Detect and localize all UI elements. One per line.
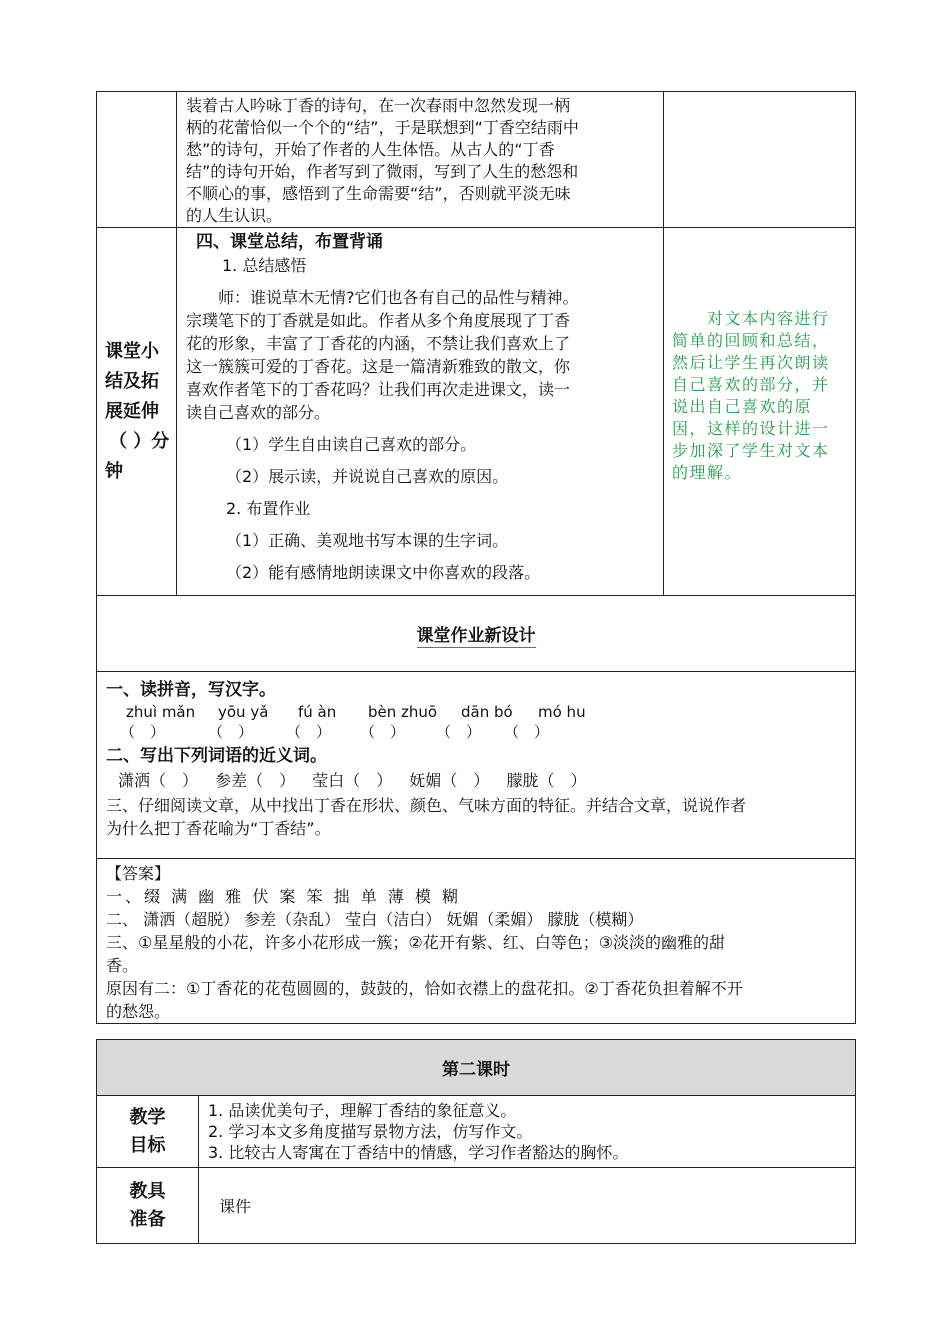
text-line: 读自己喜欢的部分。 — [186, 403, 331, 422]
homework-item-1: （1）正确、美观地书写本课的生字词。 — [226, 531, 509, 550]
text-line: 宗璞笔下的丁香就是如此。作者从多个角度展现了丁香 — [186, 311, 571, 330]
lesson2-title-cell — [97, 1040, 856, 1096]
label-line: 目标 — [129, 1134, 166, 1156]
answer-blank[interactable]: （ ） — [504, 723, 550, 741]
answers-cell — [97, 859, 856, 1024]
text-line: 结”的诗句开始，作者写到了微雨，写到了人生的愁怨和 — [186, 162, 579, 181]
answer-1: 一、缀 满 幽 雅 伏 案 笨 拙 单 薄 模 糊 — [106, 887, 461, 906]
answer-blank[interactable]: （ ） — [286, 723, 332, 741]
synonym-item: 妩媚（ ） — [409, 771, 490, 790]
note-line: 然后让学生再次朗读 — [672, 353, 830, 372]
design-note — [664, 228, 855, 484]
tools-value: 课件 — [219, 1197, 252, 1216]
goals-cell — [199, 1096, 856, 1168]
tools-label-cell — [97, 1168, 199, 1244]
label-line: 展延伸 — [105, 400, 159, 422]
goal-item: 3. 比较古人寄寓在丁香结中的情感，学习作者豁达的胸怀。 — [208, 1143, 629, 1162]
text-line: 这一簇簇可爱的丁香花。这是一篇清新雅致的散文，你 — [186, 357, 571, 376]
goal-item: 1. 品读优美句子，理解丁香结的象征意义。 — [208, 1101, 517, 1120]
answers-row — [97, 859, 856, 1024]
label-line: 准备 — [129, 1208, 166, 1230]
pinyin-item: zhuì mǎn — [126, 703, 196, 721]
synonym-item: 参差（ ） — [215, 771, 296, 790]
note-line: 说出自己喜欢的原 — [672, 397, 813, 416]
summary-label-cell — [97, 228, 177, 596]
label-line: （ ）分 — [109, 430, 170, 452]
label-line: 教具 — [129, 1180, 166, 1202]
answer-2: 二、 潇洒（超脱） 参差（杂乱） 莹白（洁白） 妩媚（柔媚） 朦胧（模糊） — [106, 910, 644, 929]
summary-content-cell — [177, 228, 664, 596]
text-line: 为什么把丁香花喻为“丁香结”。 — [106, 819, 331, 838]
continued-note-cell — [664, 92, 856, 228]
pinyin-item: mó hu — [538, 703, 586, 721]
synonym-item: 朦胧（ ） — [506, 771, 587, 790]
note-line: 简单的回顾和总结， — [672, 331, 830, 350]
answer-3-line: 香。 — [106, 956, 139, 975]
answer-3-line: 三、①星星般的小花，许多小花形成一簇；②花开有紫、红、白等色；③淡淡的幽雅的甜 — [106, 933, 726, 952]
summary-subheading-2: 2. 布置作业 — [226, 499, 311, 518]
pinyin-item: fú àn — [298, 703, 337, 721]
pinyin-item: yōu yǎ — [218, 703, 269, 721]
question-3 — [106, 794, 851, 840]
text-line: 喜欢作者笔下的丁香花吗？让我们再次走进课文，读一 — [186, 380, 571, 399]
continued-text-cell — [177, 92, 664, 228]
label-line: 钟 — [105, 460, 123, 482]
pinyin-item: bèn zhuō — [368, 703, 438, 721]
answers-label: 【答案】 — [106, 864, 171, 883]
design-note-cell — [664, 228, 856, 596]
text-line: 装着古人吟咏丁香的诗句，在一次春雨中忽然发现一柄 — [186, 96, 571, 115]
homework-item-2: （2）能有感情地朗读课文中你喜欢的段落。 — [226, 563, 541, 582]
lesson2-title: 第二课时 — [442, 1060, 510, 1080]
label-line: 教学 — [129, 1106, 166, 1128]
reading-item-1: （1）学生自由读自己喜欢的部分。 — [226, 435, 477, 454]
continued-row — [97, 92, 856, 228]
lesson2-table — [96, 1039, 856, 1244]
continued-paragraph — [177, 92, 663, 227]
question-2-title: 二、写出下列词语的近义词。 — [106, 746, 327, 766]
goal-item: 2. 学习本文多角度描写景物方法，仿写作文。 — [208, 1122, 533, 1141]
homework-row — [97, 672, 856, 859]
text-line: 愁”的诗句，开始了作者的人生体悟。从古人的“丁香 — [186, 140, 555, 159]
answer-4-line: 原因有二：①丁香花的花苞圆圆的，鼓鼓的，恰如衣襟上的盘花扣。②丁香花负担着解不开 — [106, 979, 743, 998]
synonym-item: 潇洒（ ） — [118, 771, 199, 790]
goals-label-cell — [97, 1096, 199, 1168]
tools-label — [97, 1178, 198, 1234]
goals-label — [97, 1104, 198, 1160]
note-line: 的理解。 — [672, 463, 743, 482]
tools-row — [97, 1168, 856, 1244]
teacher-paragraph — [186, 286, 657, 424]
text-line: 的人生认识。 — [186, 206, 283, 225]
summary-heading: 四、课堂总结，布置背诵 — [196, 232, 383, 252]
note-line: 自己喜欢的部分，并 — [672, 375, 830, 394]
tools-cell — [199, 1168, 856, 1244]
summary-row — [97, 228, 856, 596]
label-line: 课堂小 — [105, 340, 159, 362]
synonym-item: 莹白（ ） — [312, 771, 393, 790]
homework-title-row — [97, 596, 856, 672]
text-line: 三、仔细阅读文章，从中找出丁香在形状、颜色、气味方面的特征。并结合文章，说说作者 — [106, 796, 747, 815]
synonym-row — [106, 768, 851, 794]
summary-label — [97, 337, 176, 487]
text-line: 师：谁说草木无情?它们也各有自己的品性与精神。 — [186, 288, 579, 307]
text-line: 不顺心的事，感悟到了生命需要“结”，否则就平淡无味 — [186, 184, 571, 203]
text-line: 柄的花蕾恰似一个个的“结”，于是联想到“丁香空结雨中 — [186, 118, 579, 137]
text-line: 花的形象，丰富了丁香花的内涵，不禁让我们喜欢上了 — [186, 334, 571, 353]
answer-blank[interactable]: （ ） — [208, 723, 254, 741]
summary-subheading-1: 1. 总结感悟 — [222, 256, 307, 275]
goals-row — [97, 1096, 856, 1168]
pinyin-item: dān bó — [461, 703, 513, 721]
lesson-plan-table — [96, 91, 856, 1024]
homework-title: 课堂作业新设计 — [416, 626, 536, 646]
answer-4-line: 的愁怨。 — [106, 1002, 171, 1021]
answer-blank[interactable]: （ ） — [360, 723, 406, 741]
note-line: 因，这样的设计进一 — [672, 419, 830, 438]
answer-blank[interactable]: （ ） — [436, 723, 482, 741]
note-line: 步加深了学生对文本 — [672, 441, 830, 460]
pinyin-grid — [106, 702, 851, 744]
note-line: 对文本内容进行 — [672, 309, 830, 328]
question-1-title: 一、读拼音，写汉字。 — [106, 680, 276, 700]
reading-item-2: （2）展示读，并说说自己喜欢的原因。 — [226, 467, 509, 486]
lesson2-title-row — [97, 1040, 856, 1096]
homework-cell — [97, 672, 856, 859]
continued-label-cell — [97, 92, 177, 228]
answer-blank[interactable]: （ ） — [120, 723, 166, 741]
homework-title-cell — [97, 596, 856, 672]
label-line: 结及拓 — [105, 370, 159, 392]
